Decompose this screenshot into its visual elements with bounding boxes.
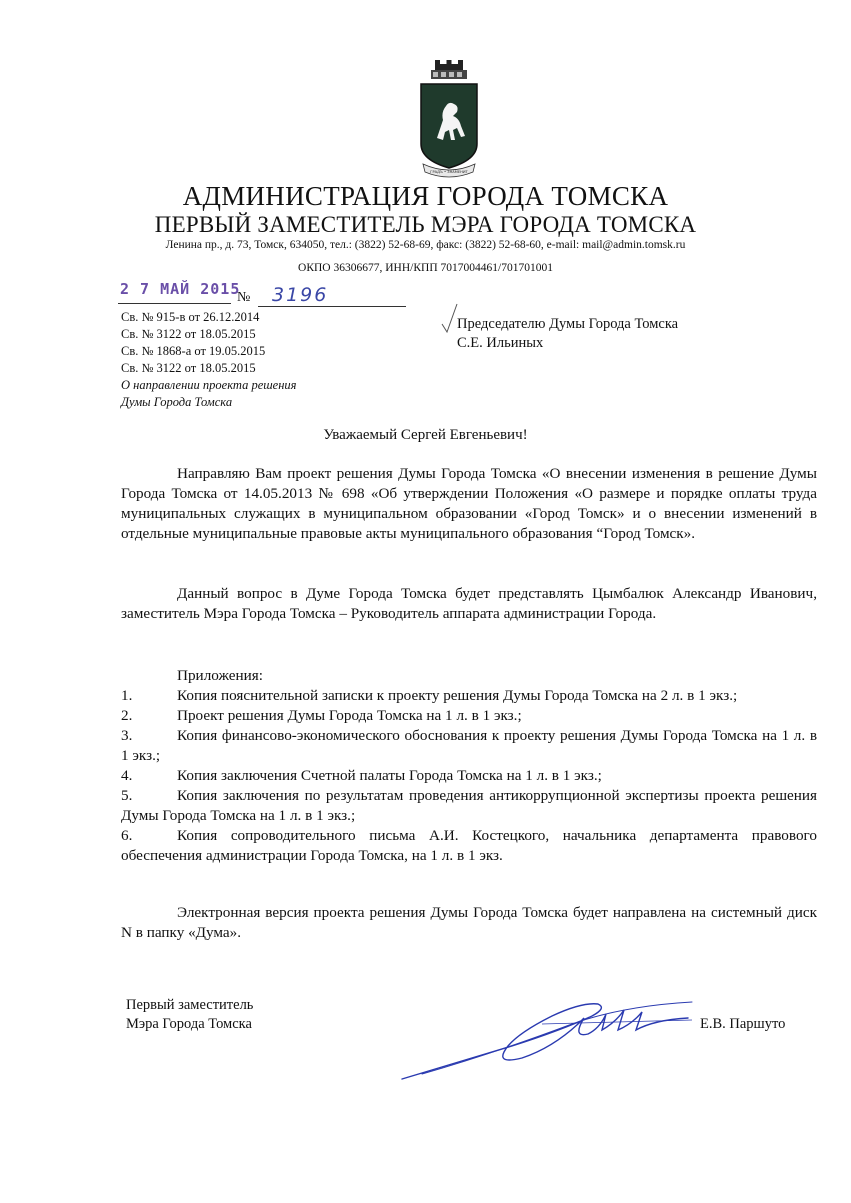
org-subtitle: ПЕРВЫЙ ЗАМЕСТИТЕЛЬ МЭРА ГОРОДА ТОМСКА: [154, 212, 697, 237]
subject-line: Думы Города Томска: [121, 395, 233, 409]
greeting: Уважаемый Сергей Евгеньевич!: [323, 427, 528, 443]
org-title: АДМИНИСТРАЦИЯ ГОРОДА ТОМСКА: [182, 181, 669, 211]
attachments-heading: Приложения:: [177, 667, 263, 684]
coat-of-arms-icon: [413, 60, 485, 185]
subject-line: О направлении проекта решения: [121, 378, 297, 392]
signer-name: Е.В. Паршуто: [700, 1016, 786, 1032]
paragraph-3: Электронная версия проекта решения Думы Города Томска будет направлена на системный диск N в папку «Дума».: [121, 904, 817, 941]
coat-motto: ГРАДЪ • ЗНАМЕНИТ: [430, 170, 468, 174]
addressee-block: [457, 315, 678, 353]
date-stamp: 2 7 МАЙ 2015: [120, 280, 241, 298]
attachment-item: 2. Проект решения Думы Города Томска на 1 л. в 1 экз.;: [121, 707, 522, 724]
org-okpo: ОКПО 36306677, ИНН/КПП 7017004461/701701001: [298, 262, 553, 274]
date-underline: [118, 303, 231, 304]
attachment-item: 6. Копия сопроводительного письма А.И. Костецкого, начальника департамента правового обеспечения администрации Города Томска, на 1 л. в 1 экз.: [121, 827, 817, 864]
attachment-item: 1. Копия пояснительной записки к проекту решения Думы Города Томска на 2 л. в 1 экз.;: [121, 687, 738, 704]
number-underline: [258, 306, 406, 307]
registration-number: 3196: [272, 284, 329, 306]
paragraph-1: Направляю Вам проект решения Думы Города Томска «О внесении изменения в решение Думы Города Томска от 14.05.2013 № 698 «Об утверждении Положения «О размере и порядке оплаты труда муниципальных служащих в муниципальном образовании «Город Томск» и о внесении изменений в отдельные муниципальные правовые акты муниципального образования “Город Томск».: [121, 465, 817, 542]
attachments-list: [121, 666, 817, 866]
reference-line: Св. № 3122 от 18.05.2015: [121, 327, 256, 341]
reference-line: Св. № 1868-а от 19.05.2015: [121, 344, 266, 358]
signer-position: [126, 996, 253, 1034]
signer-position-line: Мэра Города Томска: [126, 1016, 252, 1032]
attachment-item: 3. Копия финансово-экономического обоснования к проекту решения Думы Города Томска на 1 л. в 1 экз.;: [121, 727, 817, 764]
handwritten-signature: [392, 994, 702, 1089]
paragraph-2: Данный вопрос в Думе Города Томска будет представлять Цымбалюк Александр Иванович, заместитель Мэра Города Томска – Руководитель аппарата администрации Города.: [121, 585, 817, 622]
attachment-item: 5. Копия заключения по результатам проведения антикоррупционной экспертизы проекта решения Думы Города Томска на 1 л. в 1 экз.;: [121, 787, 817, 824]
reference-line: Св. № 3122 от 18.05.2015: [121, 361, 256, 375]
references-block: [121, 309, 297, 411]
number-label: №: [237, 290, 251, 305]
attachment-item: 4. Копия заключения Счетной палаты Города Томска на 1 л. в 1 экз.;: [121, 767, 602, 784]
reference-line: Св. № 915-в от 26.12.2014: [121, 310, 260, 324]
addressee-title: Председателю Думы Города Томска: [457, 316, 679, 332]
signer-position-line: Первый заместитель: [126, 997, 254, 1013]
org-address: Ленина пр., д. 73, Томск, 634050, тел.: (3822) 52-68-69, факс: (3822) 52-68-60, e-mail: mail@admin.tomsk.ru: [165, 239, 686, 251]
addressee-name: С.Е. Ильиных: [457, 335, 544, 351]
